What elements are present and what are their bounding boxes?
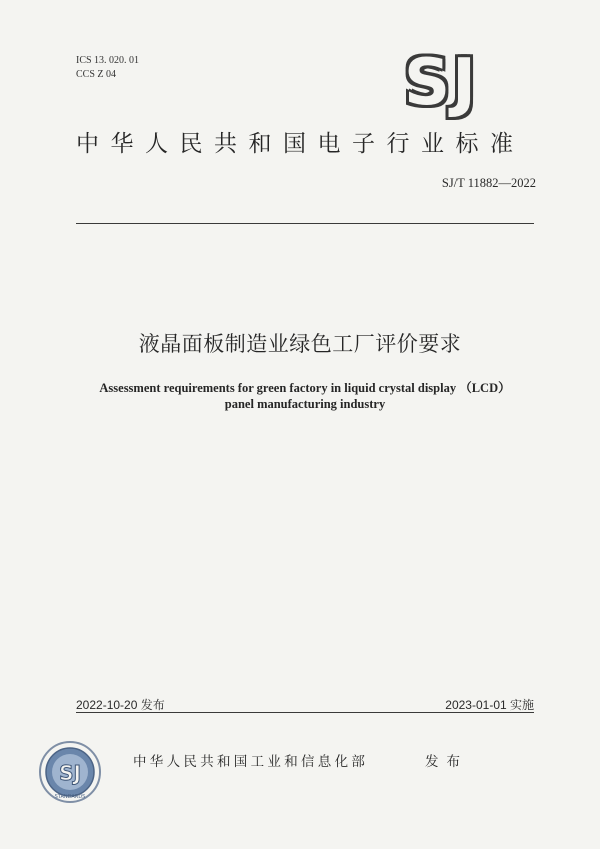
ccs-code: CCS Z 04 — [76, 69, 117, 80]
chinese-title: 液晶面板制造业绿色工厂评价要求 — [138, 332, 462, 356]
seal-ring-text: STANDARDS — [54, 794, 86, 800]
issuing-authority: 中华人民共和国工业和信息化部 — [133, 754, 369, 770]
bottom-divider — [76, 712, 534, 713]
ics-code: ICS 13. 020. 01 — [76, 55, 140, 66]
standard-number: SJ/T 11882—2022 — [441, 176, 536, 190]
organization-title: 中华人民共和国电子行业标准 — [76, 131, 525, 157]
top-divider — [76, 223, 534, 224]
publication-date: 2022-10-20 发布 — [76, 698, 165, 712]
seal-text: SJ — [59, 761, 81, 785]
sj-logo: SJ — [404, 46, 478, 120]
issue-word: 发布 — [425, 754, 468, 770]
english-title-line-1: Assessment requirements for green factory in liquid crystal display （LCD） — [99, 381, 511, 395]
standards-seal-icon — [38, 740, 102, 804]
english-title-line-2: panel manufacturing industry — [224, 397, 386, 411]
implementation-date: 2023-01-01 实施 — [445, 698, 534, 712]
